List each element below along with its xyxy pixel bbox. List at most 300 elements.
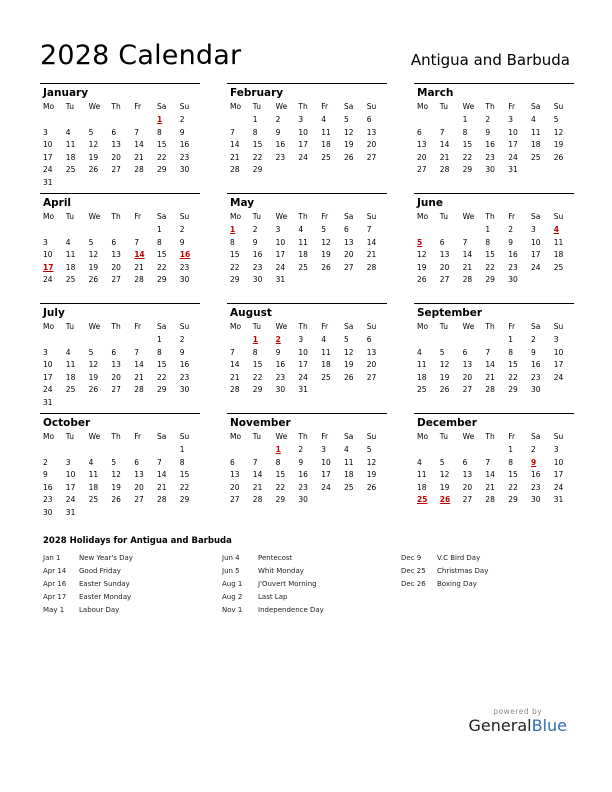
day-cell — [66, 262, 89, 275]
weekday-header: Fr — [134, 212, 142, 221]
weekday-header: Su — [179, 432, 190, 441]
weekday-header: Mo — [43, 322, 55, 331]
day-cell — [531, 384, 554, 397]
day-number: 23 — [179, 152, 190, 162]
day-cell — [298, 152, 321, 165]
day-number: 30 — [485, 165, 495, 174]
day-number: 11 — [553, 237, 564, 247]
day-cell — [554, 127, 577, 140]
day-grid — [230, 210, 387, 287]
weekday-header: Fr — [134, 432, 142, 441]
holiday-name: Whit Monday — [258, 567, 304, 575]
day-number: 16 — [179, 360, 190, 369]
day-number: 2 — [530, 445, 536, 454]
day-number: 8 — [462, 127, 468, 137]
holiday-name: Boxing Day — [437, 580, 477, 588]
day-cell — [43, 507, 66, 520]
weekday-header: Tu — [252, 102, 261, 111]
holiday-day-cell — [276, 444, 299, 457]
day-cell — [66, 127, 89, 140]
holiday-date: Aug 2 — [222, 593, 243, 601]
day-number: 20 — [462, 482, 473, 492]
day-number: 12 — [343, 127, 354, 137]
day-cell — [66, 152, 89, 165]
holiday-entry — [43, 591, 213, 604]
day-cell — [180, 444, 203, 457]
day-number: 29 — [485, 275, 495, 284]
empty-cell — [89, 334, 112, 347]
day-cell — [66, 139, 89, 152]
day-cell — [157, 237, 180, 250]
day-number: 13 — [366, 347, 377, 357]
day-number: 13 — [230, 470, 240, 479]
day-cell — [134, 482, 157, 495]
day-cell — [157, 384, 180, 397]
day-number: 14 — [366, 237, 377, 247]
day-cell — [253, 114, 276, 127]
day-number: 16 — [530, 360, 541, 369]
day-cell — [298, 384, 321, 397]
day-number: 16 — [508, 250, 518, 259]
empty-cell — [253, 444, 276, 457]
weekday-header: Tu — [252, 322, 261, 331]
day-number: 1 — [252, 115, 258, 124]
day-cell — [440, 274, 463, 287]
day-number: 3 — [65, 457, 71, 467]
day-cell — [43, 237, 66, 250]
day-number: 5 — [366, 445, 372, 454]
day-cell — [230, 164, 253, 177]
day-cell — [554, 262, 577, 275]
day-cell — [440, 262, 463, 275]
day-cell — [43, 249, 66, 262]
day-cell — [43, 347, 66, 360]
day-cell — [367, 482, 390, 495]
day-number: 18 — [530, 140, 541, 149]
day-cell — [321, 114, 344, 127]
day-number: 4 — [417, 347, 422, 357]
weekday-header: Su — [553, 432, 564, 441]
day-cell — [321, 127, 344, 140]
day-cell — [89, 152, 112, 165]
weekday-header: Sa — [530, 102, 541, 111]
day-number: 1 — [230, 225, 236, 234]
day-number: 2 — [43, 457, 48, 467]
day-cell — [344, 444, 367, 457]
day-cell — [508, 249, 531, 262]
day-number: 3 — [275, 225, 281, 234]
day-number: 13 — [111, 250, 121, 259]
day-cell — [485, 482, 508, 495]
weekday-header: Su — [366, 102, 377, 111]
day-number: 20 — [417, 152, 427, 162]
day-number: 5 — [88, 347, 94, 357]
empty-cell — [134, 444, 157, 457]
day-cell — [367, 334, 390, 347]
day-number: 12 — [88, 250, 99, 259]
day-cell — [298, 457, 321, 470]
day-cell — [253, 224, 276, 237]
day-cell — [66, 507, 89, 520]
day-cell — [66, 457, 89, 470]
day-number: 30 — [275, 385, 286, 394]
day-number: 25 — [417, 385, 427, 394]
day-cell — [440, 164, 463, 177]
weekday-header: Tu — [439, 432, 448, 441]
day-number: 17 — [321, 470, 331, 479]
day-cell — [43, 482, 66, 495]
day-number: 13 — [439, 250, 450, 259]
day-number: 26 — [343, 372, 354, 382]
month-row — [40, 193, 574, 303]
day-number: 22 — [156, 262, 167, 272]
empty-cell — [440, 114, 463, 127]
empty-cell — [230, 444, 253, 457]
day-cell — [367, 237, 390, 250]
day-number: 17 — [530, 250, 541, 259]
day-cell — [485, 127, 508, 140]
weekday-header: Sa — [156, 102, 167, 111]
day-number: 23 — [508, 262, 518, 272]
day-number: 28 — [134, 165, 144, 174]
day-number: 12 — [88, 140, 99, 149]
day-number: 13 — [462, 360, 473, 369]
day-cell — [417, 127, 440, 140]
day-cell — [253, 384, 276, 397]
day-number: 3 — [553, 445, 559, 454]
holiday-date: Apr 17 — [43, 593, 67, 601]
day-cell — [276, 469, 299, 482]
day-number: 4 — [88, 457, 94, 467]
day-cell — [531, 127, 554, 140]
day-number: 5 — [88, 237, 94, 247]
weekday-header: Mo — [43, 212, 55, 221]
weekday-header: Mo — [43, 432, 55, 441]
day-cell — [298, 224, 321, 237]
day-number: 26 — [88, 275, 99, 284]
day-number: 13 — [111, 140, 121, 149]
holiday-name: Independence Day — [258, 606, 324, 614]
day-number: 10 — [65, 470, 76, 479]
weekday-header: Mo — [417, 432, 429, 441]
holiday-column — [222, 552, 392, 617]
day-number: 24 — [298, 372, 308, 382]
day-cell — [230, 127, 253, 140]
month-april — [40, 193, 200, 303]
weekday-header: Th — [298, 102, 308, 111]
day-number: 25 — [65, 275, 76, 284]
day-cell — [253, 152, 276, 165]
page-title: 2028 Calendar — [40, 40, 242, 71]
day-cell — [344, 237, 367, 250]
day-number: 1 — [179, 445, 185, 454]
day-cell — [554, 237, 577, 250]
day-cell — [344, 372, 367, 385]
day-cell — [66, 359, 89, 372]
day-cell — [134, 469, 157, 482]
day-cell — [417, 139, 440, 152]
month-name: March — [417, 87, 454, 99]
day-cell — [344, 469, 367, 482]
day-cell — [531, 114, 554, 127]
day-number: 27 — [111, 165, 121, 174]
weekday-header: Tu — [65, 322, 74, 331]
day-cell — [554, 347, 577, 360]
day-cell — [134, 274, 157, 287]
day-number: 18 — [321, 140, 331, 149]
weekday-header: Mo — [417, 322, 429, 331]
day-number: 9 — [179, 237, 185, 247]
day-number: 15 — [508, 470, 518, 479]
month-row — [40, 303, 574, 413]
weekday-header: Mo — [230, 432, 242, 441]
day-cell — [180, 127, 203, 140]
holiday-name: Easter Sunday — [79, 580, 130, 588]
day-grid — [43, 210, 200, 287]
holiday-entry — [43, 604, 213, 617]
day-cell — [531, 444, 554, 457]
day-number: 27 — [417, 165, 427, 174]
day-number: 16 — [275, 140, 286, 149]
day-cell — [157, 139, 180, 152]
day-number: 24 — [43, 165, 53, 174]
weekday-header: Fr — [321, 212, 329, 221]
empty-cell — [485, 334, 508, 347]
day-number: 6 — [417, 127, 422, 137]
weekday-header: Su — [179, 322, 190, 331]
day-cell — [508, 372, 531, 385]
day-cell — [508, 127, 531, 140]
day-cell — [111, 164, 134, 177]
day-number: 22 — [252, 372, 263, 382]
day-number: 24 — [43, 275, 53, 284]
day-number: 20 — [111, 152, 121, 162]
day-cell — [111, 457, 134, 470]
weekday-header: Fr — [508, 432, 516, 441]
day-number: 7 — [462, 237, 468, 247]
day-number: 6 — [230, 457, 235, 467]
day-cell — [276, 384, 299, 397]
day-cell — [321, 334, 344, 347]
day-number: 14 — [134, 360, 144, 369]
day-number: 24 — [298, 152, 308, 162]
month-december — [414, 413, 574, 523]
day-number: 29 — [156, 165, 167, 174]
day-number: 1 — [508, 335, 513, 344]
day-number: 2 — [530, 335, 536, 344]
day-number: 8 — [508, 347, 513, 357]
day-cell — [43, 494, 66, 507]
month-name: July — [43, 307, 65, 319]
empty-cell — [440, 224, 463, 237]
day-cell — [180, 237, 203, 250]
day-number: 21 — [230, 372, 240, 382]
day-cell — [531, 359, 554, 372]
day-cell — [298, 114, 321, 127]
day-cell — [43, 164, 66, 177]
month-october — [40, 413, 200, 523]
day-cell — [367, 372, 390, 385]
day-number: 6 — [111, 237, 117, 247]
day-number: 11 — [65, 140, 76, 149]
weekday-header: Sa — [156, 432, 167, 441]
day-cell — [321, 469, 344, 482]
day-cell — [134, 127, 157, 140]
day-cell — [89, 237, 112, 250]
day-number: 3 — [43, 127, 48, 137]
day-cell — [157, 262, 180, 275]
weekday-header: Th — [485, 102, 495, 111]
day-cell — [134, 359, 157, 372]
day-cell — [43, 177, 66, 190]
day-cell — [89, 457, 112, 470]
day-number: 18 — [417, 372, 427, 382]
day-cell — [253, 494, 276, 507]
day-cell — [89, 274, 112, 287]
day-cell — [485, 152, 508, 165]
weekday-header: We — [275, 102, 288, 111]
day-cell — [253, 372, 276, 385]
day-cell — [531, 237, 554, 250]
day-number: 26 — [321, 262, 331, 272]
holiday-day-cell — [230, 224, 253, 237]
day-number: 29 — [508, 495, 518, 504]
day-number: 28 — [230, 165, 240, 174]
day-number: 30 — [179, 275, 190, 284]
day-number: 25 — [417, 495, 428, 504]
day-cell — [230, 237, 253, 250]
holiday-entry — [222, 578, 392, 591]
day-cell — [367, 262, 390, 275]
weekday-header: We — [88, 102, 101, 111]
empty-cell — [485, 444, 508, 457]
day-cell — [463, 457, 486, 470]
day-number: 10 — [275, 237, 286, 247]
day-number: 10 — [43, 250, 53, 259]
day-grid — [417, 100, 574, 177]
day-cell — [485, 359, 508, 372]
weekday-header: Su — [179, 212, 190, 221]
month-name: May — [230, 197, 255, 209]
month-february — [227, 83, 387, 193]
day-number: 22 — [275, 482, 286, 492]
day-number: 11 — [88, 470, 99, 479]
day-cell — [417, 384, 440, 397]
weekday-header: Mo — [417, 102, 429, 111]
day-number: 6 — [111, 347, 117, 357]
day-cell — [276, 127, 299, 140]
holidays-title: 2028 Holidays for Antigua and Barbuda — [43, 536, 232, 546]
day-number: 11 — [65, 250, 76, 259]
day-number: 6 — [462, 457, 468, 467]
empty-cell — [440, 334, 463, 347]
day-cell — [440, 372, 463, 385]
day-cell — [463, 164, 486, 177]
day-number: 9 — [179, 127, 185, 137]
day-number: 21 — [252, 482, 263, 492]
holiday-date: Jan 1 — [43, 554, 61, 562]
day-cell — [230, 469, 253, 482]
day-number: 14 — [252, 470, 263, 479]
day-cell — [89, 384, 112, 397]
day-cell — [298, 262, 321, 275]
day-grid — [43, 430, 200, 519]
day-cell — [180, 262, 203, 275]
day-number: 22 — [252, 152, 263, 162]
month-september — [414, 303, 574, 413]
day-cell — [485, 347, 508, 360]
weekday-header: Th — [485, 212, 495, 221]
holiday-day-cell — [134, 249, 157, 262]
day-number: 2 — [179, 225, 185, 234]
day-number: 14 — [156, 470, 167, 479]
weekday-header: Su — [366, 322, 377, 331]
day-number: 14 — [439, 140, 450, 149]
day-number: 27 — [111, 275, 121, 284]
day-number: 3 — [43, 237, 48, 247]
holiday-entry — [222, 591, 392, 604]
weekday-header: Mo — [230, 102, 242, 111]
day-cell — [417, 359, 440, 372]
day-cell — [230, 262, 253, 275]
day-number: 13 — [366, 127, 377, 137]
day-number: 10 — [298, 127, 308, 137]
empty-cell — [463, 444, 486, 457]
day-cell — [344, 457, 367, 470]
day-cell — [134, 164, 157, 177]
day-cell — [485, 164, 508, 177]
month-name: April — [43, 197, 72, 209]
empty-cell — [66, 444, 89, 457]
day-number: 29 — [252, 385, 263, 394]
day-cell — [66, 274, 89, 287]
day-number: 31 — [275, 275, 286, 284]
day-number: 19 — [321, 250, 331, 259]
day-number: 14 — [230, 140, 240, 149]
day-number: 1 — [156, 225, 162, 234]
day-cell — [463, 384, 486, 397]
day-cell — [111, 274, 134, 287]
day-cell — [276, 274, 299, 287]
holiday-name: Good Friday — [79, 567, 121, 575]
day-cell — [440, 469, 463, 482]
day-cell — [298, 359, 321, 372]
day-number: 31 — [43, 397, 53, 407]
day-number: 10 — [43, 360, 53, 369]
day-number: 30 — [43, 507, 53, 517]
day-cell — [276, 224, 299, 237]
day-cell — [531, 482, 554, 495]
day-number: 1 — [275, 445, 281, 454]
empty-cell — [111, 334, 134, 347]
day-number: 14 — [134, 140, 144, 149]
day-cell — [134, 457, 157, 470]
empty-cell — [111, 224, 134, 237]
month-name: June — [417, 197, 443, 209]
day-number: 28 — [134, 385, 144, 394]
day-number: 19 — [88, 372, 99, 382]
day-cell — [157, 152, 180, 165]
day-cell — [230, 494, 253, 507]
brand-name — [469, 716, 567, 735]
day-cell — [554, 249, 577, 262]
day-cell — [554, 469, 577, 482]
day-cell — [298, 139, 321, 152]
weekday-header: Su — [366, 432, 377, 441]
day-cell — [230, 347, 253, 360]
day-number: 30 — [508, 275, 518, 284]
day-cell — [253, 469, 276, 482]
